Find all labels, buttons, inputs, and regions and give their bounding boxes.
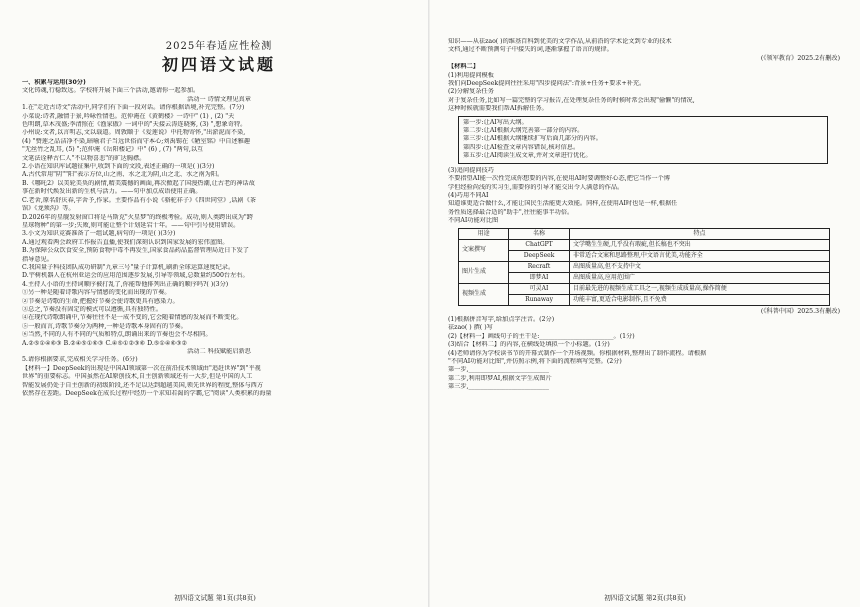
material2-line: 不同AI功能对比图: [448, 217, 499, 225]
activity1-title: 活动一 诗情文理见真章: [187, 95, 251, 103]
right-page-footer: 初四语文试题 第2页(共8页): [604, 594, 686, 602]
left-page-footer: 初四语文试题 第1页(共8页): [174, 594, 256, 602]
step-line: 第二步:让AI根据大纲完善第一部分的内容。: [463, 127, 584, 135]
question-line: 祛zao( ) 撰( )写: [448, 324, 493, 332]
table-cell-feature: 功能丰富,更适合电影制作,且不免费: [569, 294, 829, 305]
material2-line: 知道谁更适合做什么,才能让国民生活能更大效能。同样,在使用AI时也是一样,根据任: [448, 200, 678, 208]
table-cell-name: ChatGPT: [509, 239, 570, 250]
table-cell-name: DeepSeek: [509, 250, 570, 261]
question-line: "无丝竹之乱耳, (5) ";范仲淹《岳阳楼记》中" (6) , (7) "两句,以互: [22, 146, 204, 154]
question-line: 事在新时代焕发出新的生机与活力。——句中加点成语使用正确。: [22, 188, 202, 196]
question-line: (4) "赞莲之品洁净不染,暗喻君子当远世俗而守本心;刘禹锡在《陋室铭》中自述雅趣: [22, 137, 251, 145]
table-cell-feature: 出图质量高,但不支持中文: [569, 261, 829, 272]
activity2-title: 活动二 科技赋能启新思: [187, 348, 251, 355]
steps-box: [458, 116, 828, 164]
question-line: (2)【材料一】画线句子的主干是:________________________。(1分): [448, 332, 635, 340]
material2-lines: [448, 72, 840, 114]
table-cell-name: 即梦AI: [509, 272, 570, 283]
material1-block: [22, 365, 416, 399]
question-line: B.为保障公众饮食安全,预防食物中毒不再发生,国家食品药品监督管理局近日下发了: [22, 247, 250, 255]
question-line: B.《哪吒2》以美轮美奂的剧情,精美震撼的画面,再次掀起了国漫热潮,让古老的神话故: [22, 179, 255, 187]
question-line: "不同AI功能对比图",并仿照示例,将下面的流程填写完整。(2分): [448, 357, 622, 365]
table-row: [459, 250, 830, 261]
question-line: (4)老师请你为学校读书节的开幕式制作一个开场视频。你根据材料,整理出了制作流程。请根据: [448, 349, 707, 357]
table-cell-use: 视频生成: [459, 283, 509, 305]
table-header-feature: 特点: [569, 228, 829, 239]
right-question-lines: [448, 316, 840, 392]
question-line: D.宇树机器人在杭州亚运会的应用范围逐步发展,引导等领域,总数量约500台左右。: [22, 272, 249, 280]
material1-line: 【材料一】DeepSeek的出现是中国AI领域第一次在前沿技术领域由"追赶世界"到"平视: [22, 364, 261, 372]
question-line: D.2026年的星舰发射窗口将是马斯克"火星梦"的终极考验。成功,则人类跨出成为"跨: [22, 213, 253, 221]
exam-year-title: 2025年春适应性检测: [165, 41, 273, 52]
question-line: 馆》《龙须沟》等。: [22, 205, 75, 213]
table-cell-name: Runaway: [509, 294, 570, 305]
material2-line: 学但经验尚浅的实习生,需要你的引导才能交出令人满意的作品。: [448, 183, 624, 191]
question-line: 3.小文为知识竞赛准备了一组试题,病句的一项是( )(3分): [22, 230, 176, 238]
material2-line: 对于复杂任务,比如写一篇完整的学习报告,在处理复杂任务的时候时常会出现"偷懒"的情况,: [448, 96, 695, 104]
question-line: ②节奏是诗歌的生命,把握好节奏会使诗歌更具有感染力。: [22, 297, 179, 305]
question-line: ③总之,节奏没有固定的模式可以遵循,具有独特性。: [22, 305, 163, 313]
material1-continued: [448, 38, 840, 55]
table-row: [459, 272, 830, 283]
question-line: A.②⑤①④⑥③ B.②④⑤①⑥③ C.④⑤①②③⑥ D.⑤①④⑥③②: [22, 339, 188, 347]
table-header-use: 用途: [459, 228, 509, 239]
material2-line: (4)巧用不同AI: [448, 191, 489, 199]
question-line: A.古代常用"阴""阳"表示方位,山之南、水之北为阴,山之北、水之南为阳。: [22, 171, 224, 179]
question-line: 第一步,__________________________: [448, 366, 549, 374]
question-line: (1)根据拼音写字,给加点字注音。(2分): [448, 315, 555, 323]
material1-line: 文档,通过不断预测句子中接失的词,逐渐掌握了语言的规律。: [448, 46, 613, 54]
question-line: 2.小语在知识库试题征集中,收到下面的文段,表述正确的一项是( )(3分): [22, 163, 215, 171]
question-line: ①另一种是随着诗歌内容与情感的变化而出现的节奏。: [22, 289, 171, 297]
question-line: 第二步,利用即梦AI,根据文字生成图片: [448, 374, 552, 382]
table-cell-use: 图片生成: [459, 261, 509, 283]
step-line: 第五步:让AI阅读生成文章,并对文章进行优化。: [463, 152, 592, 160]
material1-line: 世界"的重要标志。中国虽然在AI原创技术,自主创新领域还有一大步,但是中国的人工: [22, 373, 253, 381]
question-line: ④在现代诗歌朗诵中,节奏往往不是一成不变的,它会随着情感的发展而不断变化。: [22, 314, 243, 322]
material2-line: 这种时候就需要我们帮AI拆解任务。: [448, 105, 548, 113]
material1-line: 智能发展仍处于自主创新的初级阶段,还不足以达到超越美国,领先世界的程度,整体与西方: [22, 381, 264, 389]
question-line: 色明朗,草木茂盛;李清照在《渔家傲》一词中的"天接云涛连晓雾, (3) ",想象奇特。: [22, 121, 247, 129]
step-line: 第一步:让AI写出大纲。: [463, 118, 528, 126]
material2-more-lines: [448, 167, 840, 226]
question-line: 指导意见。: [22, 255, 53, 263]
table-cell-feature: 出图质量高,应用范围广: [569, 272, 829, 283]
material1-line: 依然存在差距。DeepSeek在成长过程中经历一个求知若渴的学霸,它"阅读"人类积累的海量: [22, 390, 272, 398]
question-line: ⑥当然,不同的人有不同的气质和特点,朗诵出来的节奏也会不尽相同。: [22, 331, 212, 339]
source-citation-2: (《科普中国》2025.3有删改): [760, 307, 840, 315]
table-cell-feature: 文学嘴生生硬,几乎没有瑕疵,但长稿也不突出: [569, 239, 829, 250]
table-row: [459, 283, 830, 294]
material2-line: 不要指望AI能一次性完成你想要的内容,在使用AI时要调整好心态,把它当作一个博: [448, 175, 670, 183]
question-line: ⑤一般而言,诗歌节奏分为两种,一种是诗歌本身固有的节奏。: [22, 322, 187, 330]
table-cell-use: 文案撰写: [459, 239, 509, 261]
step-line: 第三步:让AI根据大纲继续扩写后面几部分的内容。: [463, 135, 602, 143]
question-line: 1.在"走近古诗文"活动中,同学们有下面一段对话。请你根据语境,补充完整。(7分): [22, 104, 245, 112]
question-line: 4.主持人小语的主持词顺序被打乱了,你能帮他排列出正确的顺序吗?( )(3分): [22, 280, 229, 288]
question-line: 文笔法诠释古仁人"不以物喜悲"的旷达胸襟。: [22, 154, 146, 162]
material2-line: 我们向DeepSeek提问往往采用"四步提问法":背景+任务+要求+补充。: [448, 80, 646, 88]
material2-line: (3)追问提问技巧: [448, 166, 494, 174]
left-question-lines: [22, 104, 416, 348]
material2-line: (1)利用提问模板: [448, 71, 494, 79]
right-page: [430, 0, 860, 607]
section1-heading: 一、积累与运用(30分): [22, 79, 86, 86]
material2-heading: 【材料二】: [448, 63, 479, 71]
exam-title: 初四语文试题: [161, 55, 276, 74]
material2-line: 务性质选择最合适的"助手",往往能事半功倍。: [448, 208, 574, 216]
question-line: 星球物种"的第一步;失败,则可能让整个计划延宕十年。——句中引号使用错误。: [22, 221, 240, 229]
table-row: [459, 239, 830, 250]
material1-line: 知识——从祛zao( )的维基百科到优美的文学作品,从前沿的学术论文到专业的技术: [448, 38, 672, 45]
question-line: A.通过观看两会政府工作报告直播,使我们深刻认识到国家发展的宏伟蓝图。: [22, 238, 229, 246]
table-row: [459, 261, 830, 272]
table-header-name: 名称: [509, 228, 570, 239]
question-line: 小州说:文者,以言明志,文以载道。周敦颐于《爱莲说》中托物寄怀,"出淤泥而不染,: [22, 129, 246, 137]
question-line: C.我国量子科技团队成功研制"九章三号"量子计算机,刷新全球运算速度纪录。: [22, 263, 235, 271]
material2-line: (2)分解复杂任务: [448, 88, 494, 96]
step-line: 第四步:让AI检查文章内容错误,核对信息。: [463, 143, 580, 151]
intro-text: 文化铸魂,行稳致远。学校将开展下面三个活动,邀请你一起参加。: [22, 87, 200, 95]
table-cell-feature: 目前最先进的视频生成工具之一,视频生成质量高,操作简便: [569, 283, 829, 294]
table-cell-feature: 非常适合文案和思路整理,中文语言优美,功能齐全: [569, 250, 829, 261]
table-cell-name: Recraft: [509, 261, 570, 272]
table-row: [459, 294, 830, 305]
table-cell-name: 可灵AI: [509, 283, 570, 294]
question-line: 小菜说:诗者,融情于景,吟咏性情也。范仲淹在《黄鹤楼》一诗中" (1) , (2) "天: [22, 112, 235, 120]
question-line: (3)结合【材料二】的内容,在横线处填拟一个小标题。(1分): [448, 341, 610, 349]
ai-comparison-table: [458, 228, 830, 306]
source-citation-1: (《领军教育》2025.2有删改): [760, 54, 840, 62]
question5: 5.请你根据要求,完成相关学习任务。(6分): [22, 356, 138, 364]
question-line: 第三步,__________________________: [448, 383, 549, 391]
question-line: C.老舍,原名舒庆春,字舍予,作家。主要作品有小说《骆驼祥子》《四世同堂》,话剧《茶: [22, 196, 256, 204]
